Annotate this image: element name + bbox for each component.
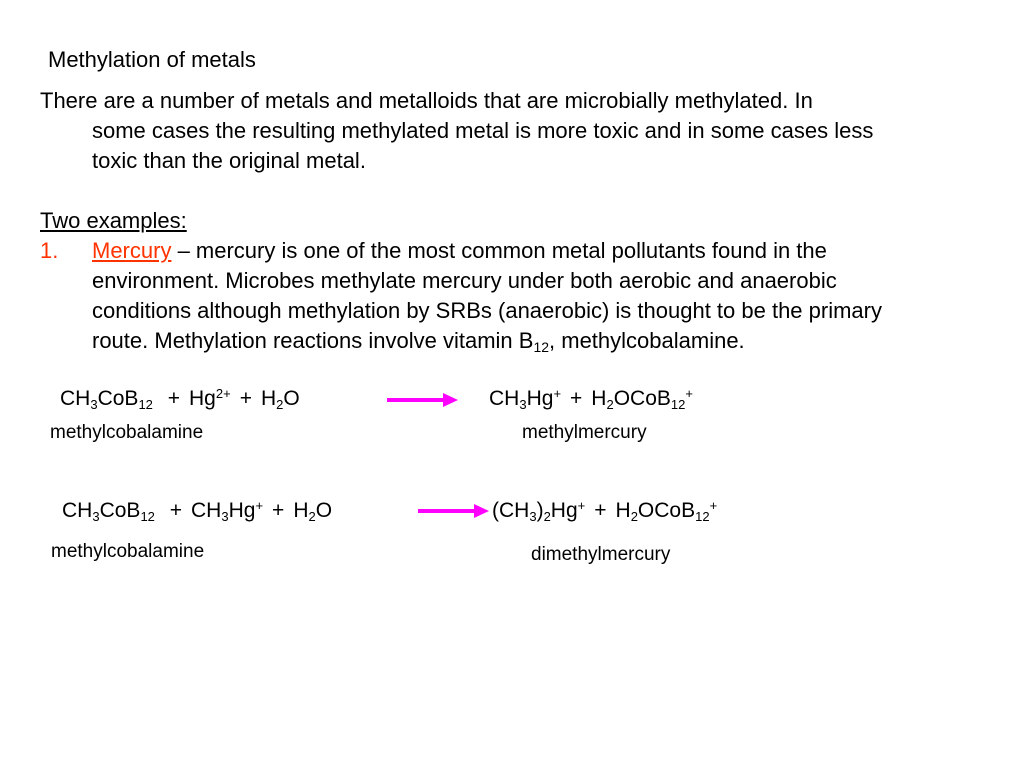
reaction1-reactants: $CH_3CoB_{12} + Hg^{2+} + H_2O$ — [60, 386, 300, 412]
reaction2-arrow — [416, 501, 491, 521]
list-number: 1. — [40, 238, 59, 263]
example-item-1 — [40, 236, 1015, 266]
reaction2-reactant-label: methylcobalamine — [51, 541, 205, 562]
reaction1-products: $CH_3Hg^+$ + $H_2OCoB_{12}^+$ — [489, 386, 693, 412]
item1-line4-end: , methylcobalamine. — [549, 328, 745, 353]
reaction2-product-label: dimethylmercury — [531, 544, 671, 565]
item1-line1: – mercury is one of the most common metal pollutants found in the — [171, 238, 827, 263]
reaction2-reactants: $CH_3CoB_{12} + CH_3Hg^+ + H_2O$ — [62, 498, 333, 524]
b12-subscript: 12 — [533, 339, 550, 355]
slide-title: Methylation of metals — [48, 47, 256, 72]
item1-line4 — [40, 326, 1015, 356]
spacer — [40, 176, 1015, 206]
reaction1-arrow — [385, 390, 460, 410]
examples-heading: Two examples: — [40, 208, 187, 233]
item1-line2: environment. Microbes methylate mercury under both aerobic and anaerobic — [92, 268, 837, 293]
mercury-keyword: Mercury — [92, 238, 172, 263]
reaction2-products: $(CH_3)_2Hg^+$ + $H_2OCoB_{12}^+$ — [492, 498, 718, 524]
reaction1-reactant-label: methylcobalamine — [50, 422, 204, 443]
intro-line-3: toxic than the original metal. — [92, 148, 366, 173]
intro-line-2: some cases the resulting methylated metal is more toxic and in some cases less — [92, 118, 874, 143]
item1-line4-text: route. Methylation reactions involve vitamin B — [92, 328, 534, 353]
intro-line-1: There are a number of metals and metalloids that are microbially methylated. In — [40, 88, 813, 113]
item1-line3: conditions although methylation by SRBs (anaerobic) is thought to be the primary — [92, 298, 882, 323]
slide-body — [40, 86, 1015, 356]
reaction1-product-label: methylmercury — [522, 422, 647, 443]
